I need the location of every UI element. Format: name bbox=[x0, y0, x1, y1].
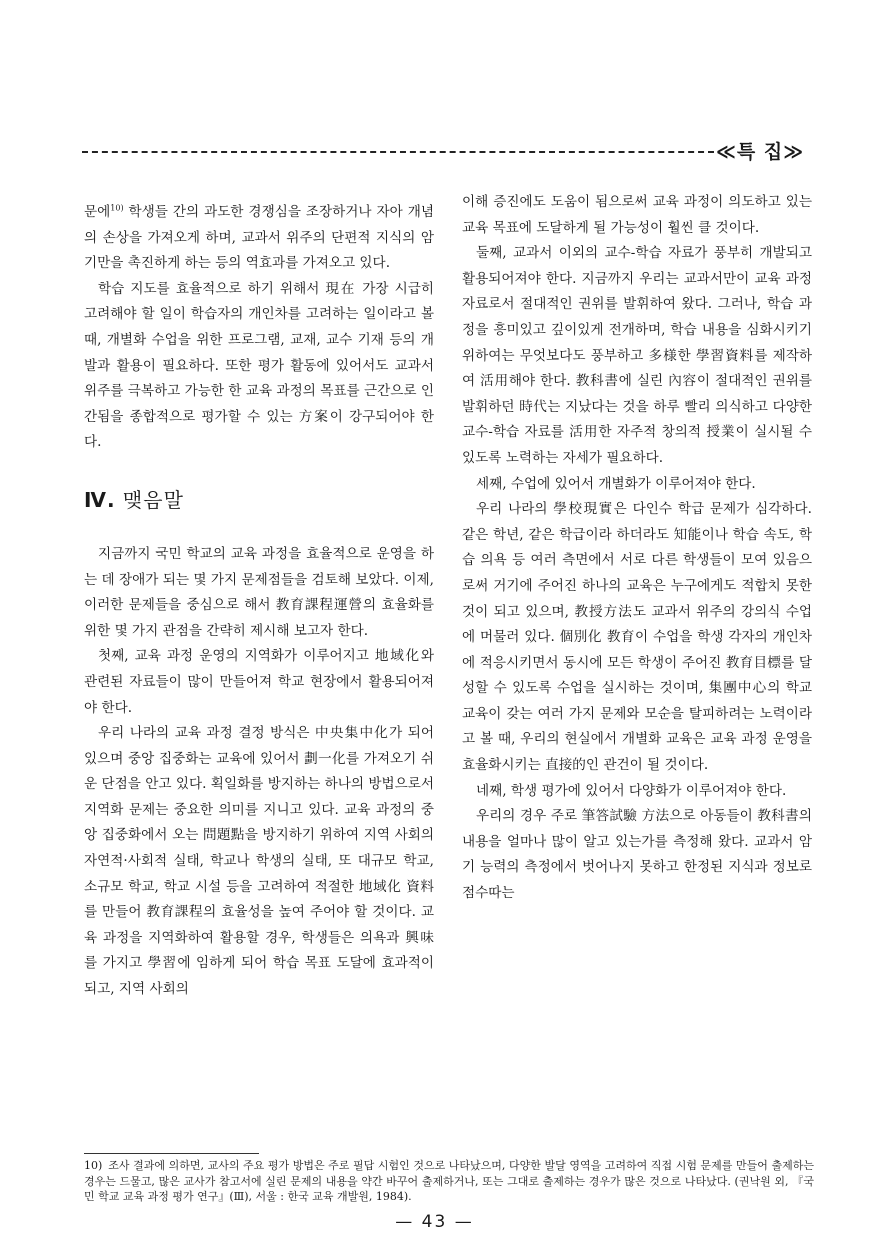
right-paragraph-5: 네째, 학생 평가에 있어서 다양화가 이루어져야 한다. bbox=[476, 782, 787, 799]
right-paragraph-1: 이해 증진에도 도움이 됨으로써 교육 과정이 의도하고 있는 교육 목표에 도달하게 될 가능성이 훨씬 클 것이다. bbox=[462, 194, 812, 236]
section-title: 맺음말 bbox=[115, 487, 184, 512]
left-paragraph-5: 우리 나라의 교육 과정 결정 방식은 中央集中化가 되어 있으며 중앙 집중화는 교육에 있어서 劃一化를 가져오기 쉬운 단점을 안고 있다. 획일화를 방지하는 하나의 방법으로서 지역화 문제는 중요한 의미를 지니고 있다. 교육 과정의 중앙 집중화에서 오는 問題點을 방지하기 위하여 지역 사회의 자연적·사회적 실태, 학교나 학생의 실태, 또 대규모 학교, 소규모 학교, 학교 시설 등을 고려하여 적절한 地域化 資料를 만들어 教育課程의 효율성을 높여 주어야 할 것이다. 교육 과정을 지역화하여 활용할 경우, 학생들은 의욕과 興味를 가지고 學習에 임하게 되어 학습 목표 도달에 효과적이 되고, 지역 사회의 bbox=[84, 725, 434, 998]
right-paragraph-2: 둘째, 교과서 이외의 교수-학습 자료가 풍부히 개발되고 활용되어져야 한다. 지금까지 우리는 교과서만이 교육 과정 자료로서 절대적인 권위를 발휘하여 왔다. 그러나, 학습 과정을 흥미있고 깊이있게 전개하며, 학습 내용을 심화시키기 위하여는 무엇보다도 풍부하고 多様한 學習資料를 제작하여 活用해야 한다. 教科書에 실린 內容이 절대적인 권위를 발휘하던 時代는 지났다는 것을 하루 빨리 의식하고 다양한 교수-학습 자료를 活用한 자주적 창의적 授業이 실시될 수 있도록 노력하는 자세가 필요하다. bbox=[462, 245, 812, 466]
page-number: — 43 — bbox=[395, 1212, 474, 1232]
footnote-ref[interactable]: 10) bbox=[110, 203, 124, 213]
left-column bbox=[84, 200, 434, 1003]
right-paragraph-3: 세째, 수업에 있어서 개별화가 이루어져야 한다. bbox=[476, 475, 756, 492]
left-p1-start: 문에 bbox=[84, 204, 111, 220]
section-numeral: Ⅳ. bbox=[84, 487, 116, 512]
right-column bbox=[462, 190, 812, 907]
left-paragraph-1 bbox=[84, 200, 434, 277]
left-paragraph-3: 지금까지 국민 학교의 교육 과정을 효율적으로 운영을 하는 데 장애가 되는 몇 가지 문제점들을 검토해 보았다. 이제, 이러한 문제들을 중심으로 해서 教育課程運營의 효율화를 위한 몇 가지 관점을 간략히 제시해 보고자 한다. bbox=[84, 545, 434, 639]
footnote-number: 10) bbox=[84, 1159, 103, 1172]
header-dashed-rule bbox=[82, 151, 714, 153]
left-paragraph-2: 학습 지도를 효율적으로 하기 위해서 現在 가장 시급히 고려해야 할 일이 학습자의 개인차를 고려하는 일이라고 볼 때, 개별화 수업을 위한 프로그램, 교재, 교수 기재 등의 개발과 활용이 필요하다. 또한 평가 활동에 있어서도 교과서 위주를 극복하고 가능한 한 교육 과정의 목표를 근간으로 인간됨을 종합적으로 평가할 수 있는 方案이 강구되어야 한다. bbox=[84, 280, 434, 451]
section-label: ≪특 집≫ bbox=[716, 141, 805, 163]
left-paragraph-4: 첫째, 교육 과정 운영의 지역화가 이루어지고 地域化와 관련된 자료들이 많이 만들어져 학교 현장에서 활용되어져야 한다. bbox=[84, 648, 434, 716]
right-paragraph-6: 우리의 경우 주로 筆答試驗 方法으로 아동들이 教科書의 내용을 얼마나 많이 알고 있는가를 측정해 왔다. 교과서 암기 능력의 측정에서 벗어나지 못하고 한정된 지식과 정보로 점수따는 bbox=[462, 808, 812, 902]
footnote-text: 조사 결과에 의하면, 교사의 주요 평가 방법은 주로 필답 시험인 것으로 나타났으며, 다양한 발달 영역을 고려하여 직접 시험 문제를 만들어 출제하는 경우는 드물고, 많은 교사가 참고서에 실린 문제의 내용을 약간 바꾸어 출제하거나, 또는 그대로 출제하는 경우가 많은 것으로 나타났다. (권낙원 외, 『국민 학교 교육 과정 평가 연구』(Ⅲ), 서울 : 한국 교육 개발원, 1984). bbox=[84, 1159, 814, 1203]
right-paragraph-4: 우리 나라의 學校現實은 다인수 학급 문제가 심각하다. 같은 학년, 같은 학급이라 하더라도 知能이나 학습 속도, 학습 의욕 등 여러 측면에서 서로 다른 학생들이 모여 있음으로써 거기에 주어진 하나의 교육은 누구에게도 적합치 못한 것이 되고 있으며, 教授方法도 교과서 위주의 강의식 수업에 머물러 있다. 個別化 教育이 수업을 학생 각자의 개인차에 적응시키면서 동시에 모든 학생이 주어진 教育目標를 달성할 수 있도록 수업을 실시하는 것이며, 集團中心의 학교 교육이 갖는 여러 가지 문제와 모순을 탈피하려는 노력이라고 볼 때, 우리의 현실에서 개별화 교육은 교육 과정 운영을 효율화시키는 直接的인 관건이 될 것이다. bbox=[462, 501, 812, 774]
footnote bbox=[84, 1158, 814, 1205]
left-p1-rest: 학생들 간의 과도한 경쟁심을 조장하거나 자아 개념의 손상을 가져오게 하며, 교과서 위주의 단편적 지식의 암기만을 촉진하게 하는 등의 역효과를 가져오고 있다. bbox=[84, 204, 434, 272]
footnote-rule bbox=[84, 1153, 259, 1154]
section-heading bbox=[84, 486, 434, 514]
